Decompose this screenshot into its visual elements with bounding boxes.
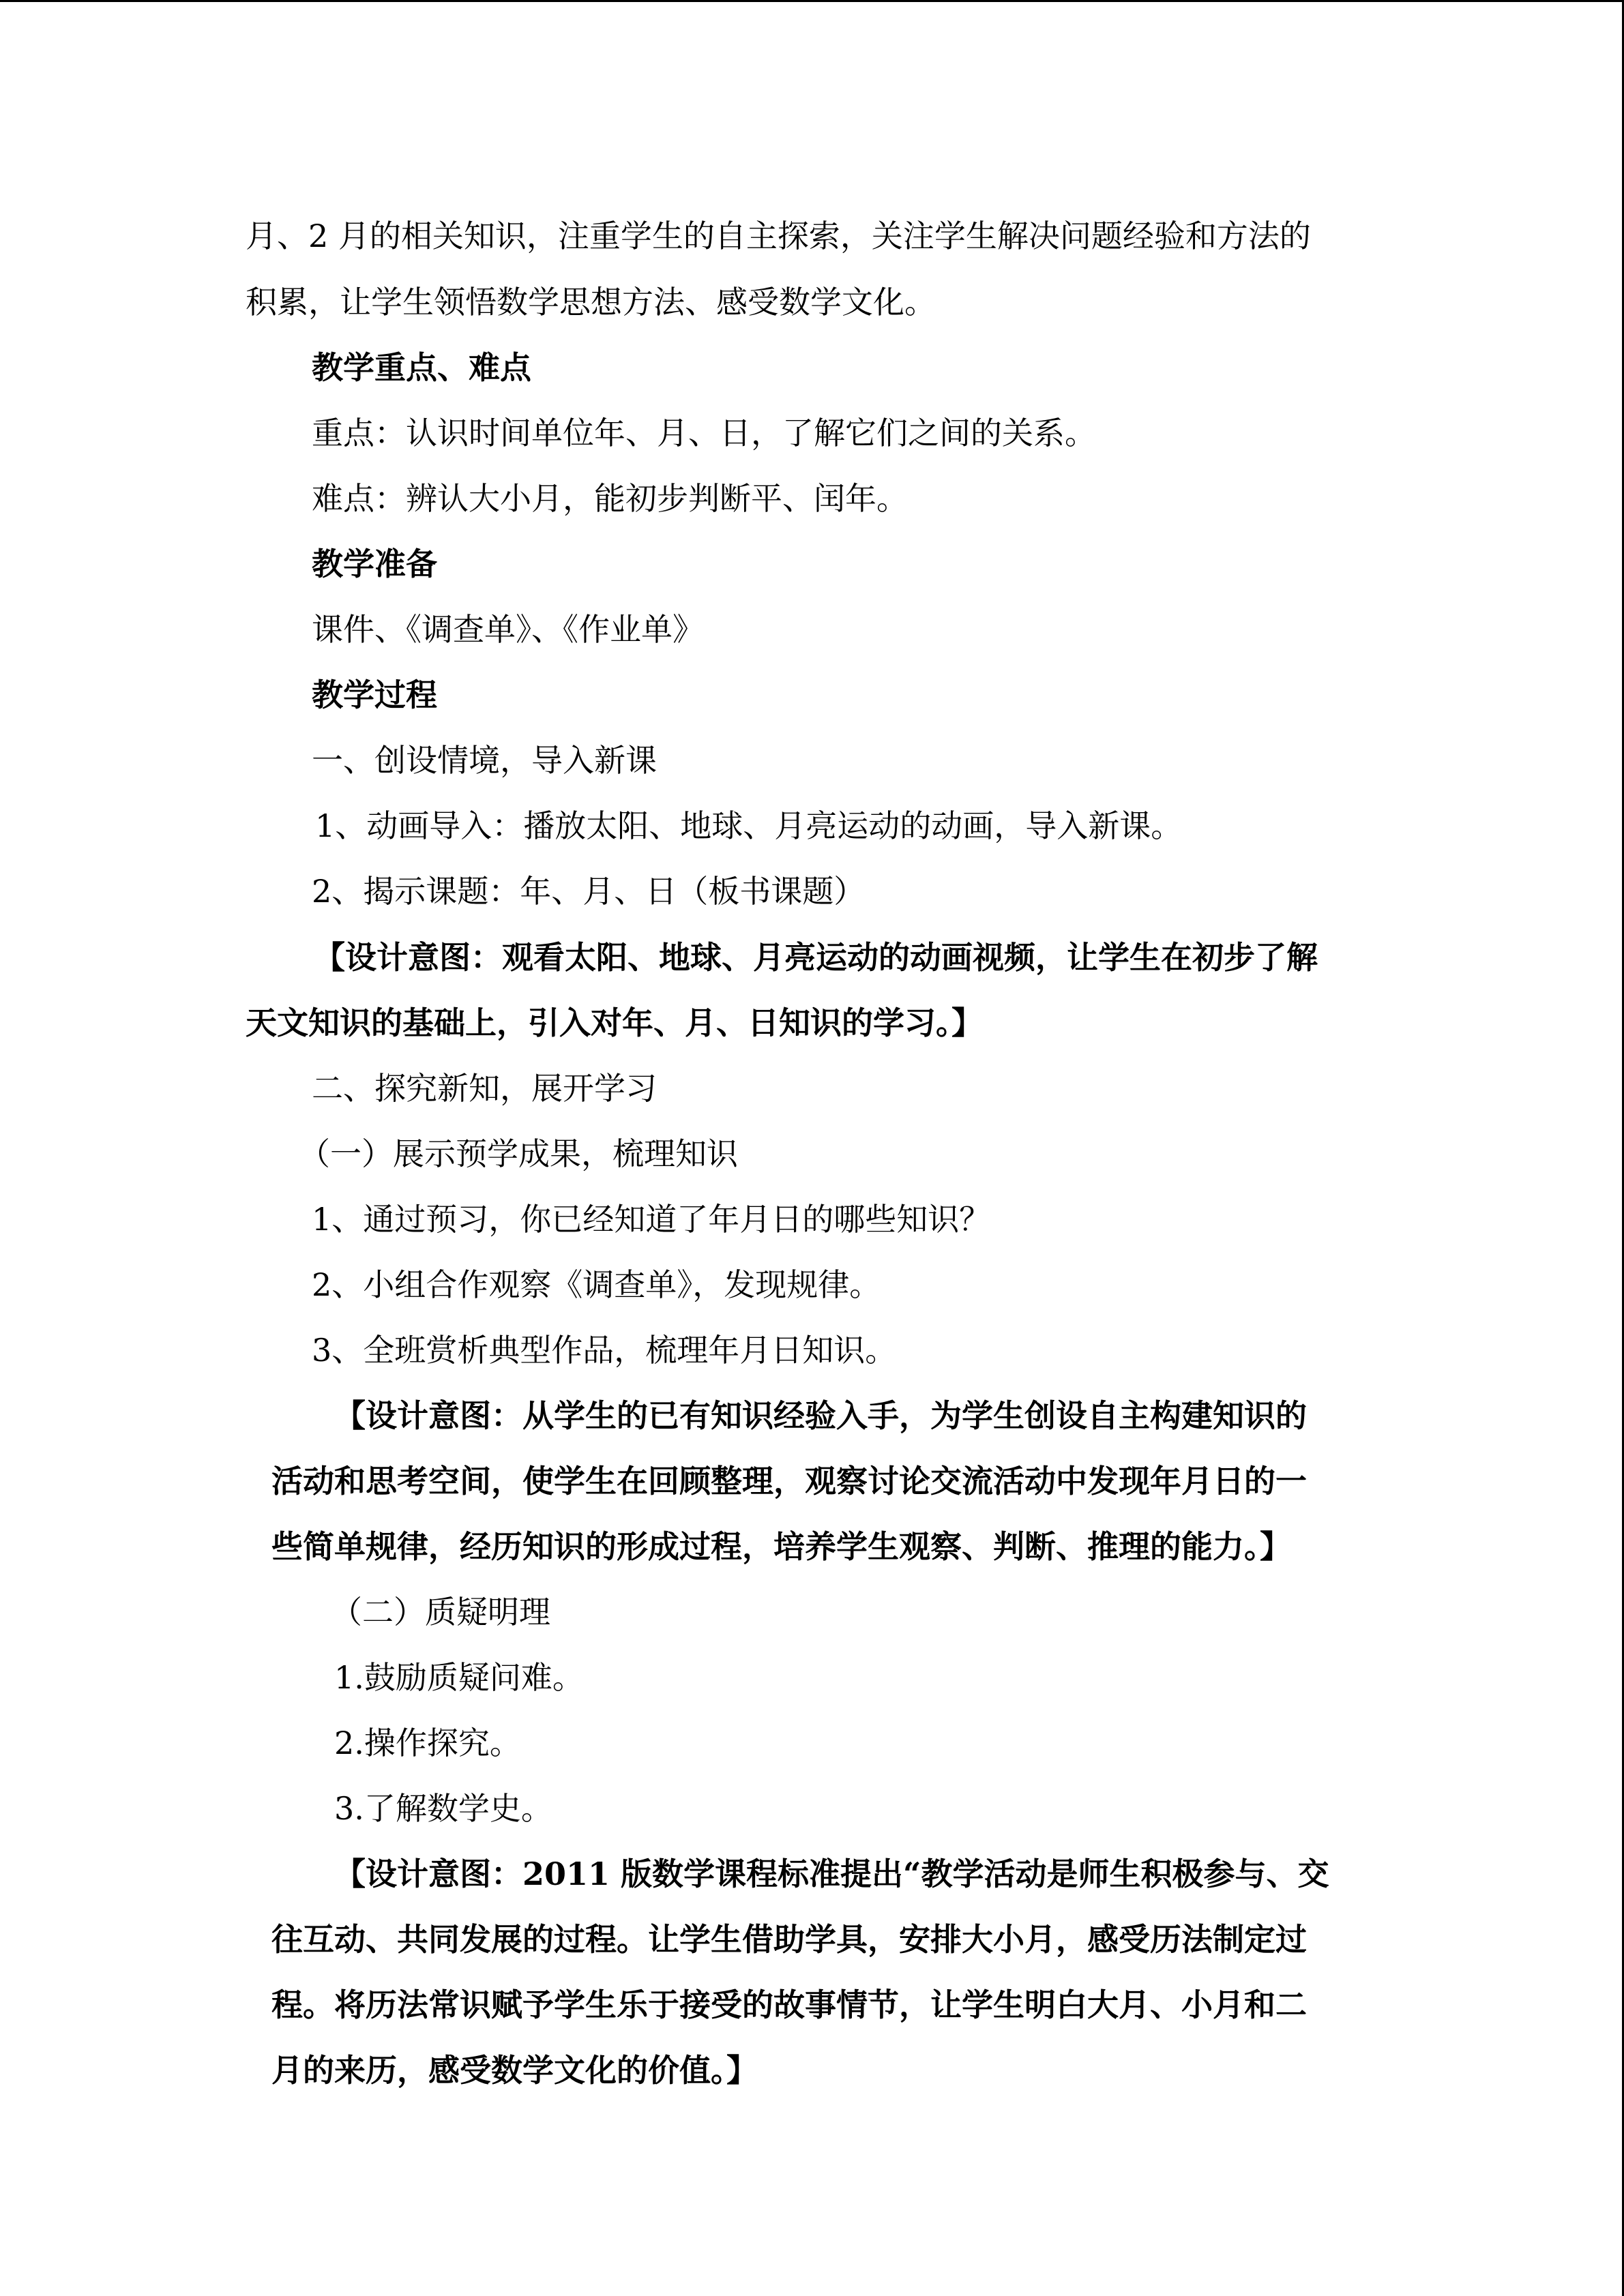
subheading-part-two: 二、探究新知，展开学习 (312, 1070, 657, 1107)
design-intent-note: 【设计意图：观看太阳、地球、月亮运动的动画视频，让学生在初步了解 (314, 939, 1318, 976)
design-intent-note: 天文知识的基础上，引入对年、月、日知识的学习。】 (246, 1004, 983, 1041)
design-intent-note: 【设计意图：2011 版数学课程标准提出“教学活动是师生积极参与、交 (334, 1855, 1329, 1892)
list-item: 3.了解数学史。 (334, 1790, 552, 1827)
list-item: 3、全班赏析典型作品，梳理年月日知识。 (312, 1332, 897, 1369)
design-intent-note: 往互动、共同发展的过程。让学生借助学具，安排大小月，感受历法制定过 (271, 1921, 1307, 1958)
body-text-line: 难点：辨认大小月，能初步判断平、闰年。 (312, 480, 908, 517)
list-item: 2、小组合作观察《调查单》，发现规律。 (312, 1266, 881, 1303)
list-item: 1、通过预习，你已经知道了年月日的哪些知识？ (312, 1201, 991, 1238)
body-text-line: 积累，让学生领悟数学思想方法、感受数学文化。 (246, 284, 936, 320)
list-item: 1.鼓励质疑问难。 (334, 1659, 584, 1696)
design-intent-note: 程。将历法常识赋予学生乐于接受的故事情节，让学生明白大月、小月和二 (271, 1986, 1307, 2023)
subheading-part-one: 一、创设情境，导入新课 (312, 742, 657, 779)
body-text-line: 月、2 月的相关知识，注重学生的自主探索，关注学生解决问题经验和方法的 (246, 218, 1311, 254)
design-intent-note: 些简单规律，经历知识的形成过程，培养学生观察、判断、推理的能力。】 (271, 1528, 1291, 1565)
body-text-line: 课件、《调查单》、《作业单》 (312, 611, 704, 648)
section-heading-preparation: 教学准备 (312, 546, 437, 582)
design-intent-note: 活动和思考空间，使学生在回顾整理，观察讨论交流活动中发现年月日的一 (271, 1463, 1307, 1500)
subsection-heading: （一）展示预学成果，梳理知识 (299, 1135, 738, 1172)
section-heading-key-points: 教学重点、难点 (312, 349, 531, 386)
section-heading-process: 教学过程 (312, 676, 437, 713)
design-intent-note: 【设计意图：从学生的已有知识经验入手，为学生创设自主构建知识的 (334, 1397, 1307, 1434)
list-item: 1、动画导入：播放太阳、地球、月亮运动的动画，导入新课。 (315, 807, 1183, 844)
design-intent-note: 月的来历，感受数学文化的价值。】 (271, 2052, 758, 2089)
page-border-top (0, 0, 1624, 2)
list-item: 2.操作探究。 (334, 1725, 521, 1761)
subsection-heading: （二）质疑明理 (331, 1594, 550, 1630)
body-text-line: 重点：认识时间单位年、月、日，了解它们之间的关系。 (312, 415, 1096, 451)
list-item: 2、揭示课题：年、月、日（板书课题） (312, 873, 866, 910)
